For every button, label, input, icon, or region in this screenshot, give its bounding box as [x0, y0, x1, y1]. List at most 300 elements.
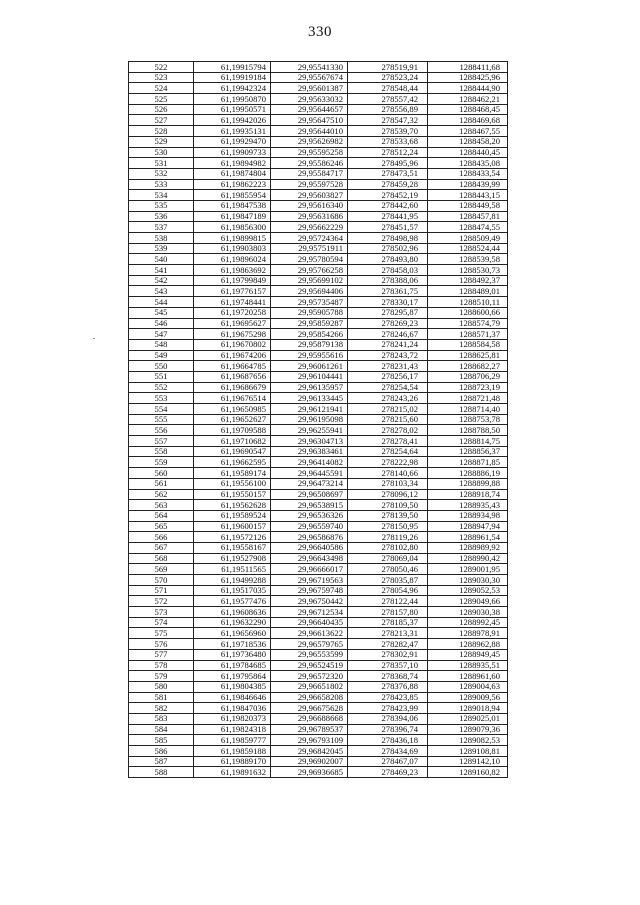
x-coordinate-cell: 278243,72: [348, 350, 428, 361]
y-coordinate-cell: 1288462,21: [428, 94, 508, 105]
latitude-cell: 61,19499288: [194, 575, 271, 586]
table-row: [129, 371, 508, 382]
latitude-cell: 61,19720258: [194, 307, 271, 318]
latitude-cell: 61,19511565: [194, 564, 271, 575]
point-number-cell: 554: [129, 404, 194, 415]
latitude-cell: 61,19935131: [194, 126, 271, 137]
y-coordinate-cell: 1289004,63: [428, 681, 508, 692]
x-coordinate-cell: 278361,75: [348, 286, 428, 297]
x-coordinate-cell: 278498,98: [348, 233, 428, 244]
longitude-cell: 29,95879138: [271, 339, 348, 350]
y-coordinate-cell: 1288934,98: [428, 510, 508, 521]
table-row: [129, 746, 508, 757]
latitude-cell: 61,19527908: [194, 553, 271, 564]
point-number-cell: 584: [129, 724, 194, 735]
point-number-cell: 564: [129, 510, 194, 521]
longitude-cell: 29,96572320: [271, 671, 348, 682]
longitude-cell: 29,95626982: [271, 136, 348, 147]
page-number: 330: [308, 24, 332, 40]
y-coordinate-cell: 1288714,40: [428, 404, 508, 415]
longitude-cell: 29,95699102: [271, 275, 348, 286]
x-coordinate-cell: 278256,17: [348, 371, 428, 382]
point-number-cell: 583: [129, 713, 194, 724]
latitude-cell: 61,19795864: [194, 671, 271, 682]
y-coordinate-cell: 1289082,53: [428, 735, 508, 746]
longitude-cell: 29,95541330: [271, 62, 348, 73]
table-row: [129, 350, 508, 361]
x-coordinate-cell: 278388,06: [348, 275, 428, 286]
point-number-cell: 565: [129, 521, 194, 532]
x-coordinate-cell: 278231,43: [348, 361, 428, 372]
table-row: [129, 585, 508, 596]
y-coordinate-cell: 1288992,45: [428, 617, 508, 628]
table-row: [129, 94, 508, 105]
longitude-cell: 29,96445591: [271, 468, 348, 479]
table-row: [129, 361, 508, 372]
longitude-cell: 29,96643498: [271, 553, 348, 564]
point-number-cell: 542: [129, 275, 194, 286]
point-number-cell: 541: [129, 265, 194, 276]
x-coordinate-cell: 278246,67: [348, 329, 428, 340]
point-number-cell: 582: [129, 703, 194, 714]
table-row: [129, 126, 508, 137]
table-row: [129, 639, 508, 650]
latitude-cell: 61,19874804: [194, 168, 271, 179]
y-coordinate-cell: 1289030,30: [428, 575, 508, 586]
table-row: [129, 382, 508, 393]
x-coordinate-cell: 278423,85: [348, 692, 428, 703]
latitude-cell: 61,19899815: [194, 233, 271, 244]
latitude-cell: 61,19748441: [194, 297, 271, 308]
y-coordinate-cell: 1288530,73: [428, 265, 508, 276]
table-row: [129, 297, 508, 308]
point-number-cell: 531: [129, 158, 194, 169]
latitude-cell: 61,19695627: [194, 318, 271, 329]
table-row: [129, 147, 508, 158]
point-number-cell: 560: [129, 468, 194, 479]
point-number-cell: 550: [129, 361, 194, 372]
y-coordinate-cell: 1288989,92: [428, 542, 508, 553]
table-row: [129, 329, 508, 340]
y-coordinate-cell: 1288949,45: [428, 649, 508, 660]
latitude-cell: 61,19891632: [194, 767, 271, 778]
x-coordinate-cell: 278213,31: [348, 628, 428, 639]
point-number-cell: 547: [129, 329, 194, 340]
longitude-cell: 29,95644010: [271, 126, 348, 137]
x-coordinate-cell: 278495,96: [348, 158, 428, 169]
point-number-cell: 576: [129, 639, 194, 650]
longitude-cell: 29,95616340: [271, 200, 348, 211]
y-coordinate-cell: 1288856,37: [428, 446, 508, 457]
table-row: [129, 457, 508, 468]
longitude-cell: 29,95751911: [271, 243, 348, 254]
y-coordinate-cell: 1288433,54: [428, 168, 508, 179]
y-coordinate-cell: 1288467,55: [428, 126, 508, 137]
point-number-cell: 586: [129, 746, 194, 757]
latitude-cell: 61,19718536: [194, 639, 271, 650]
longitude-cell: 29,96651802: [271, 681, 348, 692]
x-coordinate-cell: 278523,24: [348, 72, 428, 83]
longitude-cell: 29,95780594: [271, 254, 348, 265]
table-row: [129, 233, 508, 244]
latitude-cell: 61,19558167: [194, 542, 271, 553]
longitude-cell: 29,96579765: [271, 639, 348, 650]
longitude-cell: 29,96061261: [271, 361, 348, 372]
y-coordinate-cell: 1289049,66: [428, 596, 508, 607]
table-row: [129, 767, 508, 778]
x-coordinate-cell: 278278,41: [348, 436, 428, 447]
point-number-cell: 559: [129, 457, 194, 468]
y-coordinate-cell: 1288425,96: [428, 72, 508, 83]
latitude-cell: 61,19804385: [194, 681, 271, 692]
latitude-cell: 61,19950870: [194, 94, 271, 105]
x-coordinate-cell: 278519,91: [348, 62, 428, 73]
longitude-cell: 29,95854266: [271, 329, 348, 340]
point-number-cell: 529: [129, 136, 194, 147]
x-coordinate-cell: 278140,66: [348, 468, 428, 479]
point-number-cell: 574: [129, 617, 194, 628]
point-number-cell: 563: [129, 500, 194, 511]
y-coordinate-cell: 1288935,51: [428, 660, 508, 671]
x-coordinate-cell: 278054,96: [348, 585, 428, 596]
latitude-cell: 61,19656960: [194, 628, 271, 639]
x-coordinate-cell: 278436,18: [348, 735, 428, 746]
point-number-cell: 546: [129, 318, 194, 329]
longitude-cell: 29,96586876: [271, 532, 348, 543]
longitude-cell: 29,95597528: [271, 179, 348, 190]
x-coordinate-cell: 278215,60: [348, 414, 428, 425]
latitude-cell: 61,19847036: [194, 703, 271, 714]
longitude-cell: 29,96793109: [271, 735, 348, 746]
latitude-cell: 61,19600157: [194, 521, 271, 532]
y-coordinate-cell: 1288721,48: [428, 393, 508, 404]
y-coordinate-cell: 1288449,58: [428, 200, 508, 211]
latitude-cell: 61,19950571: [194, 104, 271, 115]
latitude-cell: 61,19863692: [194, 265, 271, 276]
longitude-cell: 29,96195098: [271, 414, 348, 425]
latitude-cell: 61,19919184: [194, 72, 271, 83]
table-row: [129, 532, 508, 543]
longitude-cell: 29,95601387: [271, 83, 348, 94]
x-coordinate-cell: 278096,12: [348, 489, 428, 500]
longitude-cell: 29,95584717: [271, 168, 348, 179]
table-row: [129, 617, 508, 628]
x-coordinate-cell: 278139,50: [348, 510, 428, 521]
x-coordinate-cell: 278493,80: [348, 254, 428, 265]
table-row: [129, 436, 508, 447]
table-row: [129, 425, 508, 436]
coordinate-table: [128, 61, 508, 778]
longitude-cell: 29,95766258: [271, 265, 348, 276]
longitude-cell: 29,95595258: [271, 147, 348, 158]
point-number-cell: 585: [129, 735, 194, 746]
x-coordinate-cell: 278103,34: [348, 478, 428, 489]
latitude-cell: 61,19776157: [194, 286, 271, 297]
y-coordinate-cell: 1288814,75: [428, 436, 508, 447]
longitude-cell: 29,95724364: [271, 233, 348, 244]
y-coordinate-cell: 1288574,79: [428, 318, 508, 329]
point-number-cell: 524: [129, 83, 194, 94]
point-number-cell: 530: [129, 147, 194, 158]
latitude-cell: 61,19824318: [194, 724, 271, 735]
x-coordinate-cell: 278469,23: [348, 767, 428, 778]
latitude-cell: 61,19856300: [194, 222, 271, 233]
longitude-cell: 29,96640586: [271, 542, 348, 553]
point-number-cell: 551: [129, 371, 194, 382]
point-number-cell: 556: [129, 425, 194, 436]
table-row: [129, 478, 508, 489]
longitude-cell: 29,95586246: [271, 158, 348, 169]
point-number-cell: 552: [129, 382, 194, 393]
longitude-cell: 29,96473214: [271, 478, 348, 489]
point-number-cell: 577: [129, 649, 194, 660]
table-row: [129, 404, 508, 415]
point-number-cell: 580: [129, 681, 194, 692]
x-coordinate-cell: 278302,91: [348, 649, 428, 660]
y-coordinate-cell: 1288625,81: [428, 350, 508, 361]
longitude-cell: 29,96675628: [271, 703, 348, 714]
y-coordinate-cell: 1289108,81: [428, 746, 508, 757]
longitude-cell: 29,96789537: [271, 724, 348, 735]
point-number-cell: 573: [129, 607, 194, 618]
longitude-cell: 29,95955616: [271, 350, 348, 361]
longitude-cell: 29,95859287: [271, 318, 348, 329]
latitude-cell: 61,19676514: [194, 393, 271, 404]
y-coordinate-cell: 1288509,49: [428, 233, 508, 244]
table-row: [129, 179, 508, 190]
point-number-cell: 545: [129, 307, 194, 318]
point-number-cell: 535: [129, 200, 194, 211]
y-coordinate-cell: 1288489,01: [428, 286, 508, 297]
table-row: [129, 756, 508, 767]
latitude-cell: 61,19903803: [194, 243, 271, 254]
table-row: [129, 735, 508, 746]
point-number-cell: 528: [129, 126, 194, 137]
x-coordinate-cell: 278459,28: [348, 179, 428, 190]
latitude-cell: 61,19862223: [194, 179, 271, 190]
longitude-cell: 29,96121941: [271, 404, 348, 415]
x-coordinate-cell: 278241,24: [348, 339, 428, 350]
point-number-cell: 558: [129, 446, 194, 457]
table-row: [129, 243, 508, 254]
y-coordinate-cell: 1289142,10: [428, 756, 508, 767]
point-number-cell: 537: [129, 222, 194, 233]
longitude-cell: 29,95631686: [271, 211, 348, 222]
table-row: [129, 62, 508, 73]
latitude-cell: 61,19889170: [194, 756, 271, 767]
table-row: [129, 104, 508, 115]
latitude-cell: 61,19690547: [194, 446, 271, 457]
latitude-cell: 61,19686679: [194, 382, 271, 393]
table-row: [129, 628, 508, 639]
table-row: [129, 158, 508, 169]
table-row: [129, 72, 508, 83]
latitude-cell: 61,19675298: [194, 329, 271, 340]
x-coordinate-cell: 278035,87: [348, 575, 428, 586]
x-coordinate-cell: 278396,74: [348, 724, 428, 735]
latitude-cell: 61,19572126: [194, 532, 271, 543]
latitude-cell: 61,19577476: [194, 596, 271, 607]
table-row: [129, 510, 508, 521]
x-coordinate-cell: 278050,46: [348, 564, 428, 575]
longitude-cell: 29,96104441: [271, 371, 348, 382]
y-coordinate-cell: 1288411,68: [428, 62, 508, 73]
x-coordinate-cell: 278557,42: [348, 94, 428, 105]
x-coordinate-cell: 278539,70: [348, 126, 428, 137]
x-coordinate-cell: 278122,44: [348, 596, 428, 607]
x-coordinate-cell: 278269,23: [348, 318, 428, 329]
table-row: [129, 265, 508, 276]
y-coordinate-cell: 1289025,01: [428, 713, 508, 724]
table-row: [129, 553, 508, 564]
latitude-cell: 61,19896024: [194, 254, 271, 265]
latitude-cell: 61,19942324: [194, 83, 271, 94]
point-number-cell: 561: [129, 478, 194, 489]
x-coordinate-cell: 278330,17: [348, 297, 428, 308]
point-number-cell: 523: [129, 72, 194, 83]
y-coordinate-cell: 1288457,81: [428, 211, 508, 222]
latitude-cell: 61,19652627: [194, 414, 271, 425]
x-coordinate-cell: 278119,26: [348, 532, 428, 543]
y-coordinate-cell: 1289052,53: [428, 585, 508, 596]
table-row: [129, 318, 508, 329]
x-coordinate-cell: 278423,99: [348, 703, 428, 714]
table-row: [129, 393, 508, 404]
longitude-cell: 29,95694406: [271, 286, 348, 297]
table-row: [129, 468, 508, 479]
point-number-cell: 575: [129, 628, 194, 639]
latitude-cell: 61,19674206: [194, 350, 271, 361]
longitude-cell: 29,96640435: [271, 617, 348, 628]
point-number-cell: 587: [129, 756, 194, 767]
latitude-cell: 61,19662595: [194, 457, 271, 468]
latitude-cell: 61,19799849: [194, 275, 271, 286]
table-row: [129, 596, 508, 607]
point-number-cell: 526: [129, 104, 194, 115]
x-coordinate-cell: 278368,74: [348, 671, 428, 682]
y-coordinate-cell: 1288935,43: [428, 500, 508, 511]
latitude-cell: 61,19556100: [194, 478, 271, 489]
latitude-cell: 61,19847538: [194, 200, 271, 211]
latitude-cell: 61,19664785: [194, 361, 271, 372]
point-number-cell: 578: [129, 660, 194, 671]
table-row: [129, 275, 508, 286]
table-row: [129, 713, 508, 724]
coordinate-table-body: [129, 62, 508, 778]
x-coordinate-cell: 278451,57: [348, 222, 428, 233]
x-coordinate-cell: 278441,95: [348, 211, 428, 222]
latitude-cell: 61,19650985: [194, 404, 271, 415]
y-coordinate-cell: 1288439,99: [428, 179, 508, 190]
table-row: [129, 339, 508, 350]
point-number-cell: 527: [129, 115, 194, 126]
latitude-cell: 61,19736480: [194, 649, 271, 660]
longitude-cell: 29,96304713: [271, 436, 348, 447]
point-number-cell: 555: [129, 414, 194, 425]
point-number-cell: 588: [129, 767, 194, 778]
point-number-cell: 567: [129, 542, 194, 553]
y-coordinate-cell: 1288978,91: [428, 628, 508, 639]
latitude-cell: 61,19589524: [194, 510, 271, 521]
x-coordinate-cell: 278222,98: [348, 457, 428, 468]
y-coordinate-cell: 1289030,38: [428, 607, 508, 618]
y-coordinate-cell: 1288584,58: [428, 339, 508, 350]
latitude-cell: 61,19608636: [194, 607, 271, 618]
table-row: [129, 136, 508, 147]
x-coordinate-cell: 278254,54: [348, 382, 428, 393]
latitude-cell: 61,19709588: [194, 425, 271, 436]
x-coordinate-cell: 278452,19: [348, 190, 428, 201]
y-coordinate-cell: 1288682,27: [428, 361, 508, 372]
table-row: [129, 542, 508, 553]
latitude-cell: 61,19855954: [194, 190, 271, 201]
x-coordinate-cell: 278278,02: [348, 425, 428, 436]
y-coordinate-cell: 1288440,45: [428, 147, 508, 158]
point-number-cell: 539: [129, 243, 194, 254]
y-coordinate-cell: 1288524,44: [428, 243, 508, 254]
latitude-cell: 61,19929470: [194, 136, 271, 147]
y-coordinate-cell: 1288899,88: [428, 478, 508, 489]
longitude-cell: 29,96750442: [271, 596, 348, 607]
y-coordinate-cell: 1289160,82: [428, 767, 508, 778]
point-number-cell: 536: [129, 211, 194, 222]
y-coordinate-cell: 1288947,94: [428, 521, 508, 532]
point-number-cell: 553: [129, 393, 194, 404]
longitude-cell: 29,95735487: [271, 297, 348, 308]
x-coordinate-cell: 278394,06: [348, 713, 428, 724]
x-coordinate-cell: 278548,44: [348, 83, 428, 94]
y-coordinate-cell: 1288444,90: [428, 83, 508, 94]
point-number-cell: 572: [129, 596, 194, 607]
latitude-cell: 61,19670802: [194, 339, 271, 350]
longitude-cell: 29,96559740: [271, 521, 348, 532]
table-row: [129, 190, 508, 201]
point-number-cell: 543: [129, 286, 194, 297]
longitude-cell: 29,96508697: [271, 489, 348, 500]
y-coordinate-cell: 1288990,42: [428, 553, 508, 564]
point-number-cell: 544: [129, 297, 194, 308]
point-number-cell: 562: [129, 489, 194, 500]
point-number-cell: 532: [129, 168, 194, 179]
table-row: [129, 414, 508, 425]
x-coordinate-cell: 278467,07: [348, 756, 428, 767]
table-row: [129, 200, 508, 211]
latitude-cell: 61,19589174: [194, 468, 271, 479]
point-number-cell: 566: [129, 532, 194, 543]
point-number-cell: 549: [129, 350, 194, 361]
y-coordinate-cell: 1288492,37: [428, 275, 508, 286]
x-coordinate-cell: 278150,95: [348, 521, 428, 532]
x-coordinate-cell: 278185,37: [348, 617, 428, 628]
longitude-cell: 29,96133445: [271, 393, 348, 404]
y-coordinate-cell: 1288962,88: [428, 639, 508, 650]
y-coordinate-cell: 1288961,54: [428, 532, 508, 543]
x-coordinate-cell: 278243,26: [348, 393, 428, 404]
x-coordinate-cell: 278442,60: [348, 200, 428, 211]
table-row: [129, 607, 508, 618]
latitude-cell: 61,19687656: [194, 371, 271, 382]
latitude-cell: 61,19909733: [194, 147, 271, 158]
latitude-cell: 61,19632290: [194, 617, 271, 628]
y-coordinate-cell: 1288788,50: [428, 425, 508, 436]
longitude-cell: 29,95644657: [271, 104, 348, 115]
x-coordinate-cell: 278109,50: [348, 500, 428, 511]
point-number-cell: 571: [129, 585, 194, 596]
latitude-cell: 61,19847189: [194, 211, 271, 222]
x-coordinate-cell: 278102,80: [348, 542, 428, 553]
x-coordinate-cell: 278473,51: [348, 168, 428, 179]
point-number-cell: 557: [129, 436, 194, 447]
